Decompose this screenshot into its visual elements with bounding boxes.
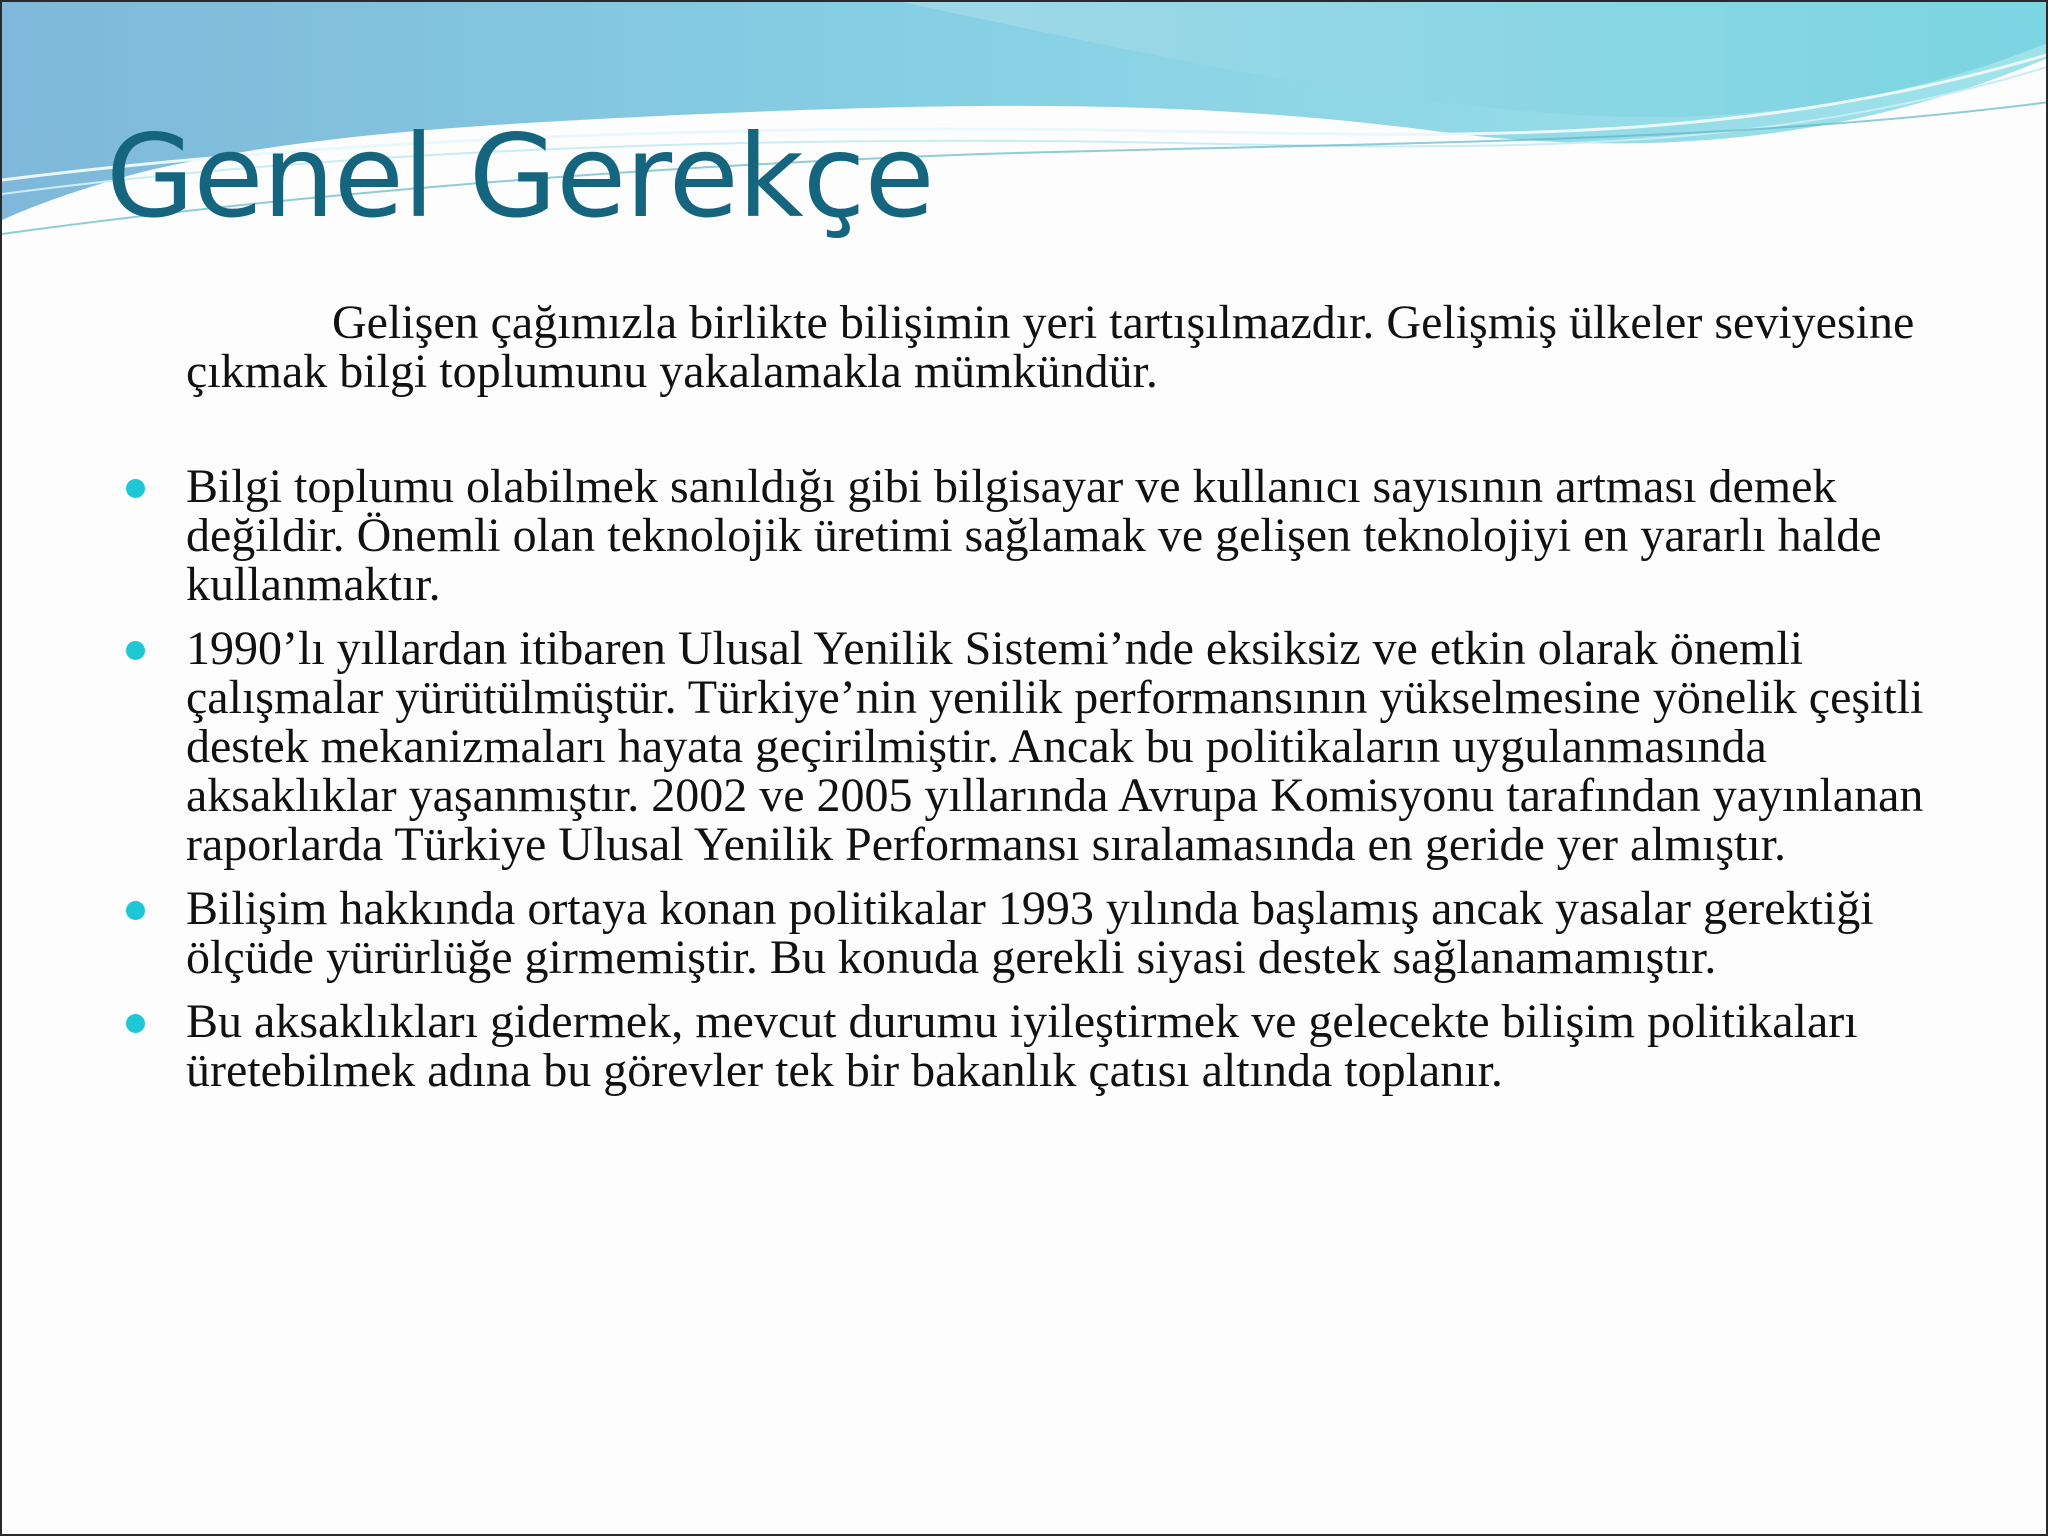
bullet-item [186,624,1946,869]
bullet-text: Bilişim hakkında ortaya konan politikalar 1993 yılında başlamış ancak yasalar gerektiği ölçüde yürürlüğe girmemiştir. Bu konuda gerekli siyasi destek sağlanamamıştır. [186,882,1874,984]
bullet-text: Bu aksaklıkları gidermek, mevcut durumu iyileştirmek ve gelecekte bilişim politikaları üretebilmek adına bu görevler tek bir bakanlık çatısı altında toplanır. [186,995,1858,1097]
bullet-dot-icon [126,479,145,498]
bullet-dot-icon [126,901,145,920]
bullet-text: 1990’lı yıllardan itibaren Ulusal Yenilik Sistemi’nde eksiksiz ve etkin olarak önemli çalışmalar yürütülmüştür. Türkiye’nin yenilik performansının yükselmesine yönelik çeşitli destek mekanizmaları hayata geçirilmiştir. Ancak bu politikaların uygulanmasında aksaklıklar yaşanmıştır. 2002 ve 2005 yıllarında Avrupa Komisyonu tarafından yayınlanan raporlarda Türkiye Ulusal Yenilik Performansı sıralamasında en geride yer almıştır. [186,622,1924,871]
bullet-dot-icon [126,641,145,660]
bullet-list [186,462,1946,1095]
bullet-text: Bilgi toplumu olabilmek sanıldığı gibi bilgisayar ve kullanıcı sayısının artması demek değildir. Önemli olan teknolojik üretimi sağlamak ve gelişen teknolojiyi en yararlı halde kullanmaktır. [186,460,1882,611]
slide-body [186,298,1946,1110]
intro-paragraph: Gelişen çağımızla birlikte bilişimin yeri tartışılmazdır. Gelişmiş ülkeler seviyesine çıkmak bilgi toplumunu yakalamakla mümkündür. [186,296,1915,398]
slide-title: Genel Gerekçe [106,110,934,243]
bullet-item [186,884,1946,982]
bullet-item [186,997,1946,1095]
bullet-item [186,462,1946,609]
bullet-dot-icon [126,1014,145,1033]
